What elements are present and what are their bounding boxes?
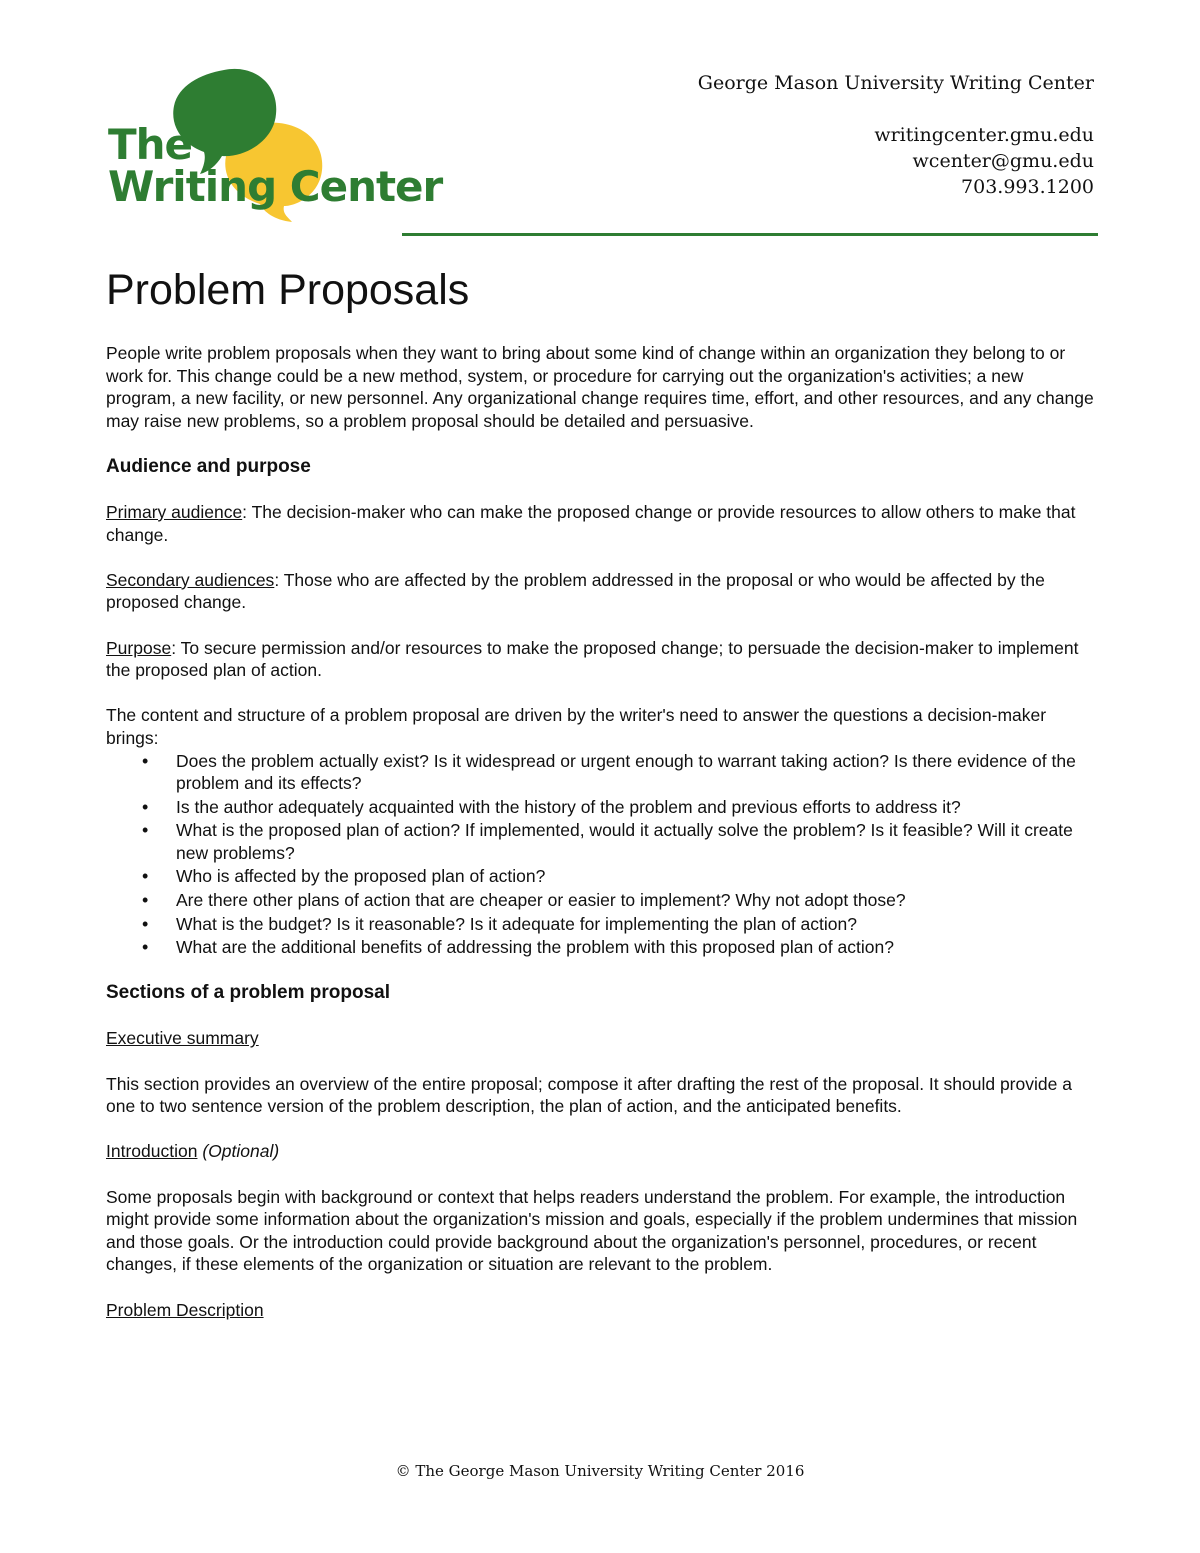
page-title: Problem Proposals (106, 266, 470, 314)
purpose-paragraph (106, 637, 1096, 682)
purpose-label: Purpose (106, 637, 172, 658)
exec-summary-label-line (106, 1027, 1096, 1050)
intro-paragraph: People write problem proposals when they want to bring about some kind of change within an organization they belong to or work for. This change could be a new method, system, or procedure for carrying out the organization's activities; a new program, a new facility, or new personnel. Any organizational change requires time, effort, and other resources, and any change may raise new problems, so a problem proposal should be detailed and persuasive. (106, 343, 1094, 431)
introduction-paragraph: Some proposals begin with background or context that helps readers understand the problem. For example, the introduction might provide some information about the organization's mission and goals, especially if the problem undermines that mission and those goals. Or the introduction could provide background about the organization's personnel, procedures, or recent changes, if these elements of the organization or situation are relevant to the problem. (106, 1186, 1078, 1275)
secondary-audience-text: : Those who are affected by the problem addressed in the proposal or who would be affected by the proposed change. (106, 569, 1045, 613)
exec-summary-label: Executive summary (106, 1028, 259, 1049)
secondary-audience-paragraph (106, 569, 1096, 614)
primary-audience-label: Primary audience (106, 501, 243, 522)
questions-list (106, 750, 1096, 959)
secondary-audience-label: Secondary audiences (106, 569, 275, 590)
phone-number: 703.993.1200 (961, 176, 1094, 198)
writing-center-logo (104, 66, 443, 226)
list-item: • What are the additional benefits of addressing the problem with this proposed plan of action? (176, 936, 1096, 959)
problem-description-label-line (106, 1299, 1096, 1322)
logo-line-writing-center: Writing Center (108, 162, 443, 211)
list-item: • Does the problem actually exist? Is it widespread or urgent enough to warrant taking action? Is there evidence of the problem and its effects? (176, 750, 1096, 795)
header-divider (402, 233, 1098, 236)
list-item: • What is the proposed plan of action? If implemented, would it actually solve the problem? Is it feasible? Will it create new problems? (176, 819, 1096, 864)
introduction-label: Introduction (106, 1141, 198, 1162)
email-link[interactable]: wcenter@gmu.edu (912, 150, 1094, 172)
website-link[interactable]: writingcenter.gmu.edu (874, 124, 1094, 146)
list-item: • Are there other plans of action that are cheaper or easier to implement? Why not adopt those? (176, 889, 1096, 912)
audience-heading: Audience and purpose (106, 455, 311, 477)
sections-heading: Sections of a problem proposal (106, 982, 390, 1004)
header-contact (698, 70, 1094, 200)
list-item: • What is the budget? Is it reasonable? Is it adequate for implementing the plan of action? (176, 913, 1096, 936)
primary-audience-text: : The decision-maker who can make the proposed change or provide resources to allow others to make that change. (106, 501, 1076, 545)
list-item: • Who is affected by the proposed plan of action? (176, 865, 1096, 888)
questions-intro: The content and structure of a problem proposal are driven by the writer's need to answer the questions a decision-maker brings: (106, 705, 1047, 748)
org-name: George Mason University Writing Center (697, 72, 1094, 94)
list-item: • Is the author adequately acquainted with the history of the problem and previous efforts to address it? (176, 796, 1096, 819)
introduction-label-line (106, 1140, 1096, 1163)
introduction-optional: (Optional) (202, 1141, 280, 1162)
page-footer: © The George Mason University Writing Center 2016 (395, 1462, 805, 1480)
primary-audience-paragraph (106, 501, 1096, 546)
exec-summary-paragraph: This section provides an overview of the entire proposal; compose it after drafting the rest of the proposal. It should provide a one to two sentence version of the problem description, the plan of action, and the anticipated benefits. (106, 1073, 1072, 1117)
main-content (106, 262, 1096, 1344)
problem-description-label: Problem Description (106, 1299, 264, 1320)
purpose-text: : To secure permission and/or resources to make the proposed change; to persuade the decision-maker to implement the proposed plan of action. (106, 637, 1079, 681)
logo-line-the: The (108, 120, 193, 169)
